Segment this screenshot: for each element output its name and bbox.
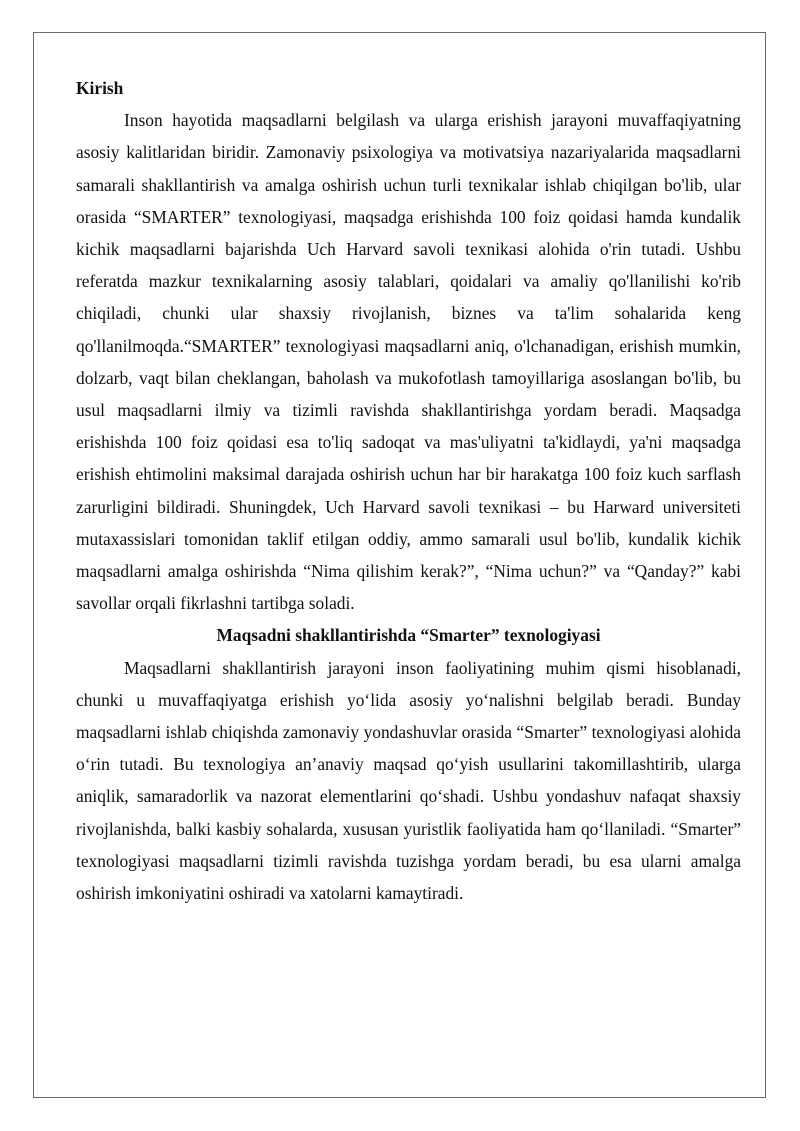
section-heading: Maqsadni shakllantirishda “Smarter” texnologiyasi (216, 625, 601, 646)
document-body (76, 72, 741, 909)
intro-paragraph: Inson hayotida maqsadlarni belgilash va ularga erishish jarayoni muvaffaqiyatning asosiy kalitlaridan biridir. Zamonaviy psixologiya va motivatsiya nazariyalarida maqsadlarni samarali shakllantirish va amalga oshirish uchun turli texnikalar ishlab chiqilgan bo'lib, ular orasida “SMARTER” texnologiyasi, maqsadga erishishda 100 foiz qoidasi hamda kundalik kichik maqsadlarni bajarishda Uch Harvard savoli texnikasi alohida o'rin tutadi. Ushbu referatda mazkur texnikalarning asosiy talablari, qoidalari va amaliy qo'llanilishi ko'rib chiqiladi, chunki ular shaxsiy rivojlanish, biznes va ta'lim sohalarida keng qo'llanilmoqda.“SMARTER” texnologiyasi maqsadlarni aniq, o'lchanadigan, erishish mumkin, dolzarb, vaqt bilan cheklangan, baholash va mukofotlash tamoyillariga asoslangan bo'lib, bu usul maqsadlarni ilmiy va tizimli ravishda shakllantirishga yordam beradi. Maqsadga erishishda 100 foiz qoidasi esa to'liq sadoqat va mas'uliyatni ta'kidlaydi, ya'ni maqsadga erishish ehtimolini maksimal darajada oshirish uchun har bir harakatga 100 foiz kuch sarflash zarurligini bildiradi. Shuningdek, Uch Harvard savoli texnikasi – bu Harward universiteti mutaxassislari tomonidan taklif etilgan oddiy, ammo samarali usul bo'lib, kundalik kichik maqsadlarni amalga oshirishda “Nima qilishim kerak?”, “Nima uchun?” va “Qanday?” kabi savollar orqali fikrlashni tartibga soladi. (76, 110, 741, 614)
intro-heading: Kirish (76, 78, 124, 98)
section-paragraph: Maqsadlarni shakllantirish jarayoni inson faoliyatining muhim qismi hisoblanadi, chunki u muvaffaqiyatga erishish yo‘lida asosiy yo‘nalishni belgilab beradi. Bunday maqsadlarni ishlab chiqishda zamonaviy yondashuvlar orasida “Smarter” texnologiyasi alohida o‘rin tutadi. Bu texnologiya an’anaviy maqsad qo‘yish usullarini takomillashtirib, ularga aniqlik, samaradorlik va nazorat elementlarini qo‘shadi. Ushbu yondashuv nafaqat shaxsiy rivojlanishda, balki kasbiy sohalarda, xususan yuristlik faoliyatida ham qo‘llaniladi. “Smarter” texnologiyasi maqsadlarni tizimli ravishda tuzishga yordam beradi, bu esa ularni amalga oshirish imkoniyatini oshiradi va xatolarni kamaytiradi. (76, 657, 741, 904)
